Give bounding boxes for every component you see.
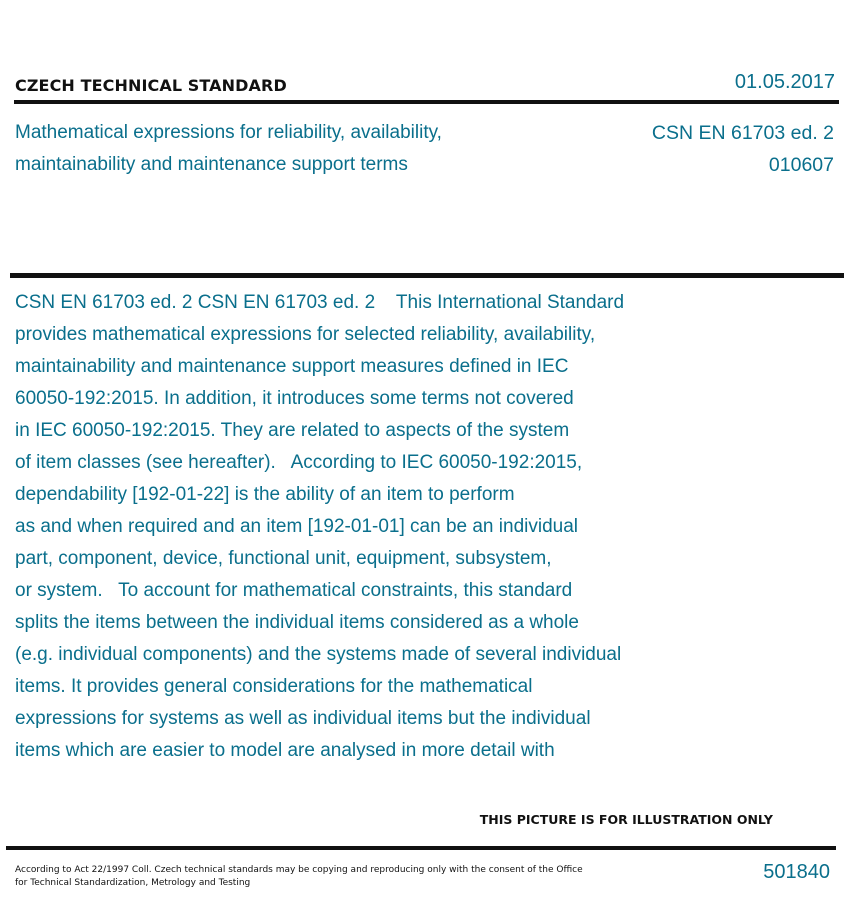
footer-divider [6,846,836,850]
abstract-line: expressions for systems as well as individual items but the individual [15,708,591,729]
publication-date: 01.05.2017 [734,71,835,93]
title-line: Mathematical expressions for reliability, availability, [15,122,442,143]
abstract-line: part, component, device, functional unit, equipment, subsystem, [15,548,552,569]
title-line: maintainability and maintenance support terms [15,154,408,175]
abstract-line: or system. To account for mathematical constraints, this standard [15,580,573,601]
standard-title [15,117,575,181]
header-divider [14,100,839,104]
abstract-line: splits the items between the individual items considered as a whole [15,612,579,633]
abstract-line: in IEC 60050-192:2015. They are related to aspects of the system [15,420,570,441]
abstract-line: (e.g. individual components) and the systems made of several individual [15,644,622,665]
copyright-notice [15,864,615,890]
title-divider [10,273,844,278]
abstract-line: maintainability and maintenance support measures defined in IEC [15,356,569,377]
standard-code: CSN EN 61703 ed. 2 [651,122,834,144]
illustration-disclaimer: THIS PICTURE IS FOR ILLUSTRATION ONLY [479,812,773,827]
abstract-line: provides mathematical expressions for selected reliability, availability, [15,324,596,345]
abstract-line: items which are easier to model are analysed in more detail with [15,740,555,761]
abstract-line: as and when required and an item [192-01-01] can be an individual [15,516,578,537]
abstract-line: of item classes (see hereafter). According to IEC 60050-192:2015, [15,452,583,473]
standard-type-heading: CZECH TECHNICAL STANDARD [15,76,287,95]
standard-designation [534,117,834,181]
abstract-line: dependability [192-01-22] is the ability of an item to perform [15,484,515,505]
class-number: 010607 [768,154,834,176]
copyright-line: for Technical Standardization, Metrology and Testing [15,878,251,888]
document-number: 501840 [763,861,830,883]
abstract-text [15,287,735,767]
abstract-line: CSN EN 61703 ed. 2 CSN EN 61703 ed. 2 This International Standard [15,292,625,313]
copyright-line: According to Act 22/1997 Coll. Czech technical standards may be copying and reproducing only with the consent of the Office [15,865,583,875]
abstract-line: items. It provides general considerations for the mathematical [15,676,533,697]
abstract-line: 60050-192:2015. In addition, it introduces some terms not covered [15,388,574,409]
